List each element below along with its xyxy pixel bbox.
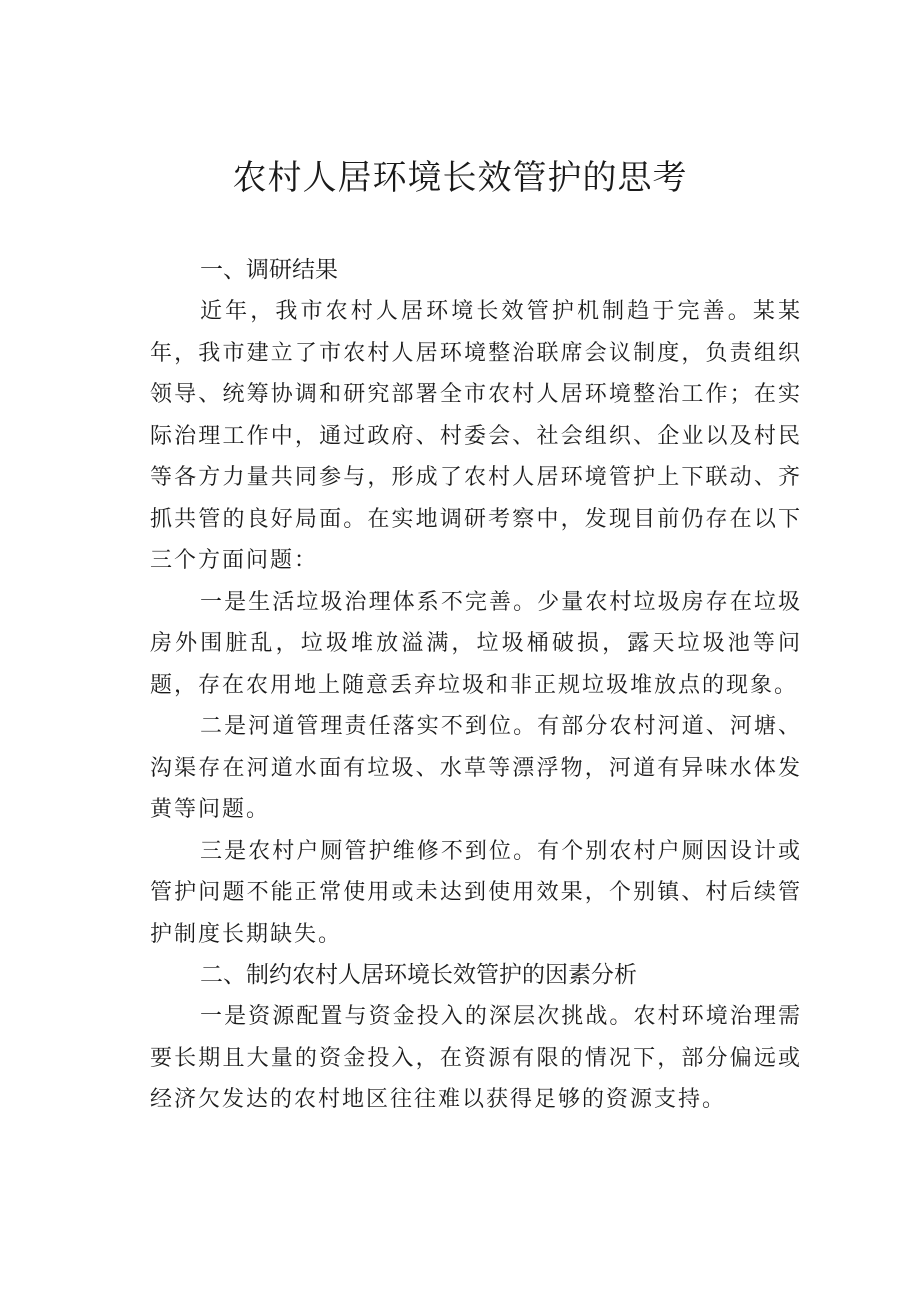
document-body [150, 250, 802, 1121]
section-research-results [150, 250, 802, 955]
paragraph: 一是生活垃圾治理体系不完善。少量农村垃圾房存在垃圾房外围脏乱，垃圾堆放溢满，垃圾桶破损，露天垃圾池等问题，存在农用地上随意丢弃垃圾和非正规垃圾堆放点的现象。 [150, 589, 802, 698]
paragraph: 三是农村户厕管护维修不到位。有个别农村户厕因设计或管护问题不能正常使用或未达到使用效果，个别镇、村后续管护制度长期缺失。 [150, 838, 802, 947]
section-heading: 二、制约农村人居环境长效管护的因素分析 [200, 962, 637, 988]
paragraph: 一是资源配置与资金投入的深层次挑战。农村环境治理需要长期且大量的资金投入，在资源有限的情况下，部分偏远或经济欠发达的农村地区往往难以获得足够的资源支持。 [150, 1004, 802, 1112]
paragraph: 二是河道管理责任落实不到位。有部分农村河道、河塘、沟渠存在河道水面有垃圾、水草等漂浮物，河道有异味水体发黄等问题。 [150, 714, 802, 822]
section-factor-analysis [150, 955, 802, 1121]
section-heading: 一、调研结果 [200, 257, 338, 283]
paragraph: 近年，我市农村人居环境长效管护机制趋于完善。某某年，我市建立了市农村人居环境整治联席会议制度，负责组织领导、统筹协调和研究部署全市农村人居环境整治工作；在实际治理工作中，通过政府、村委会、社会组织、企业以及村民等各方力量共同参与，形成了农村人居环境管护上下联动、齐抓共管的良好局面。在实地调研考察中，发现目前仍存在以下三个方面问题： [150, 299, 802, 573]
document-title: 农村人居环境长效管护的思考 [232, 158, 688, 198]
